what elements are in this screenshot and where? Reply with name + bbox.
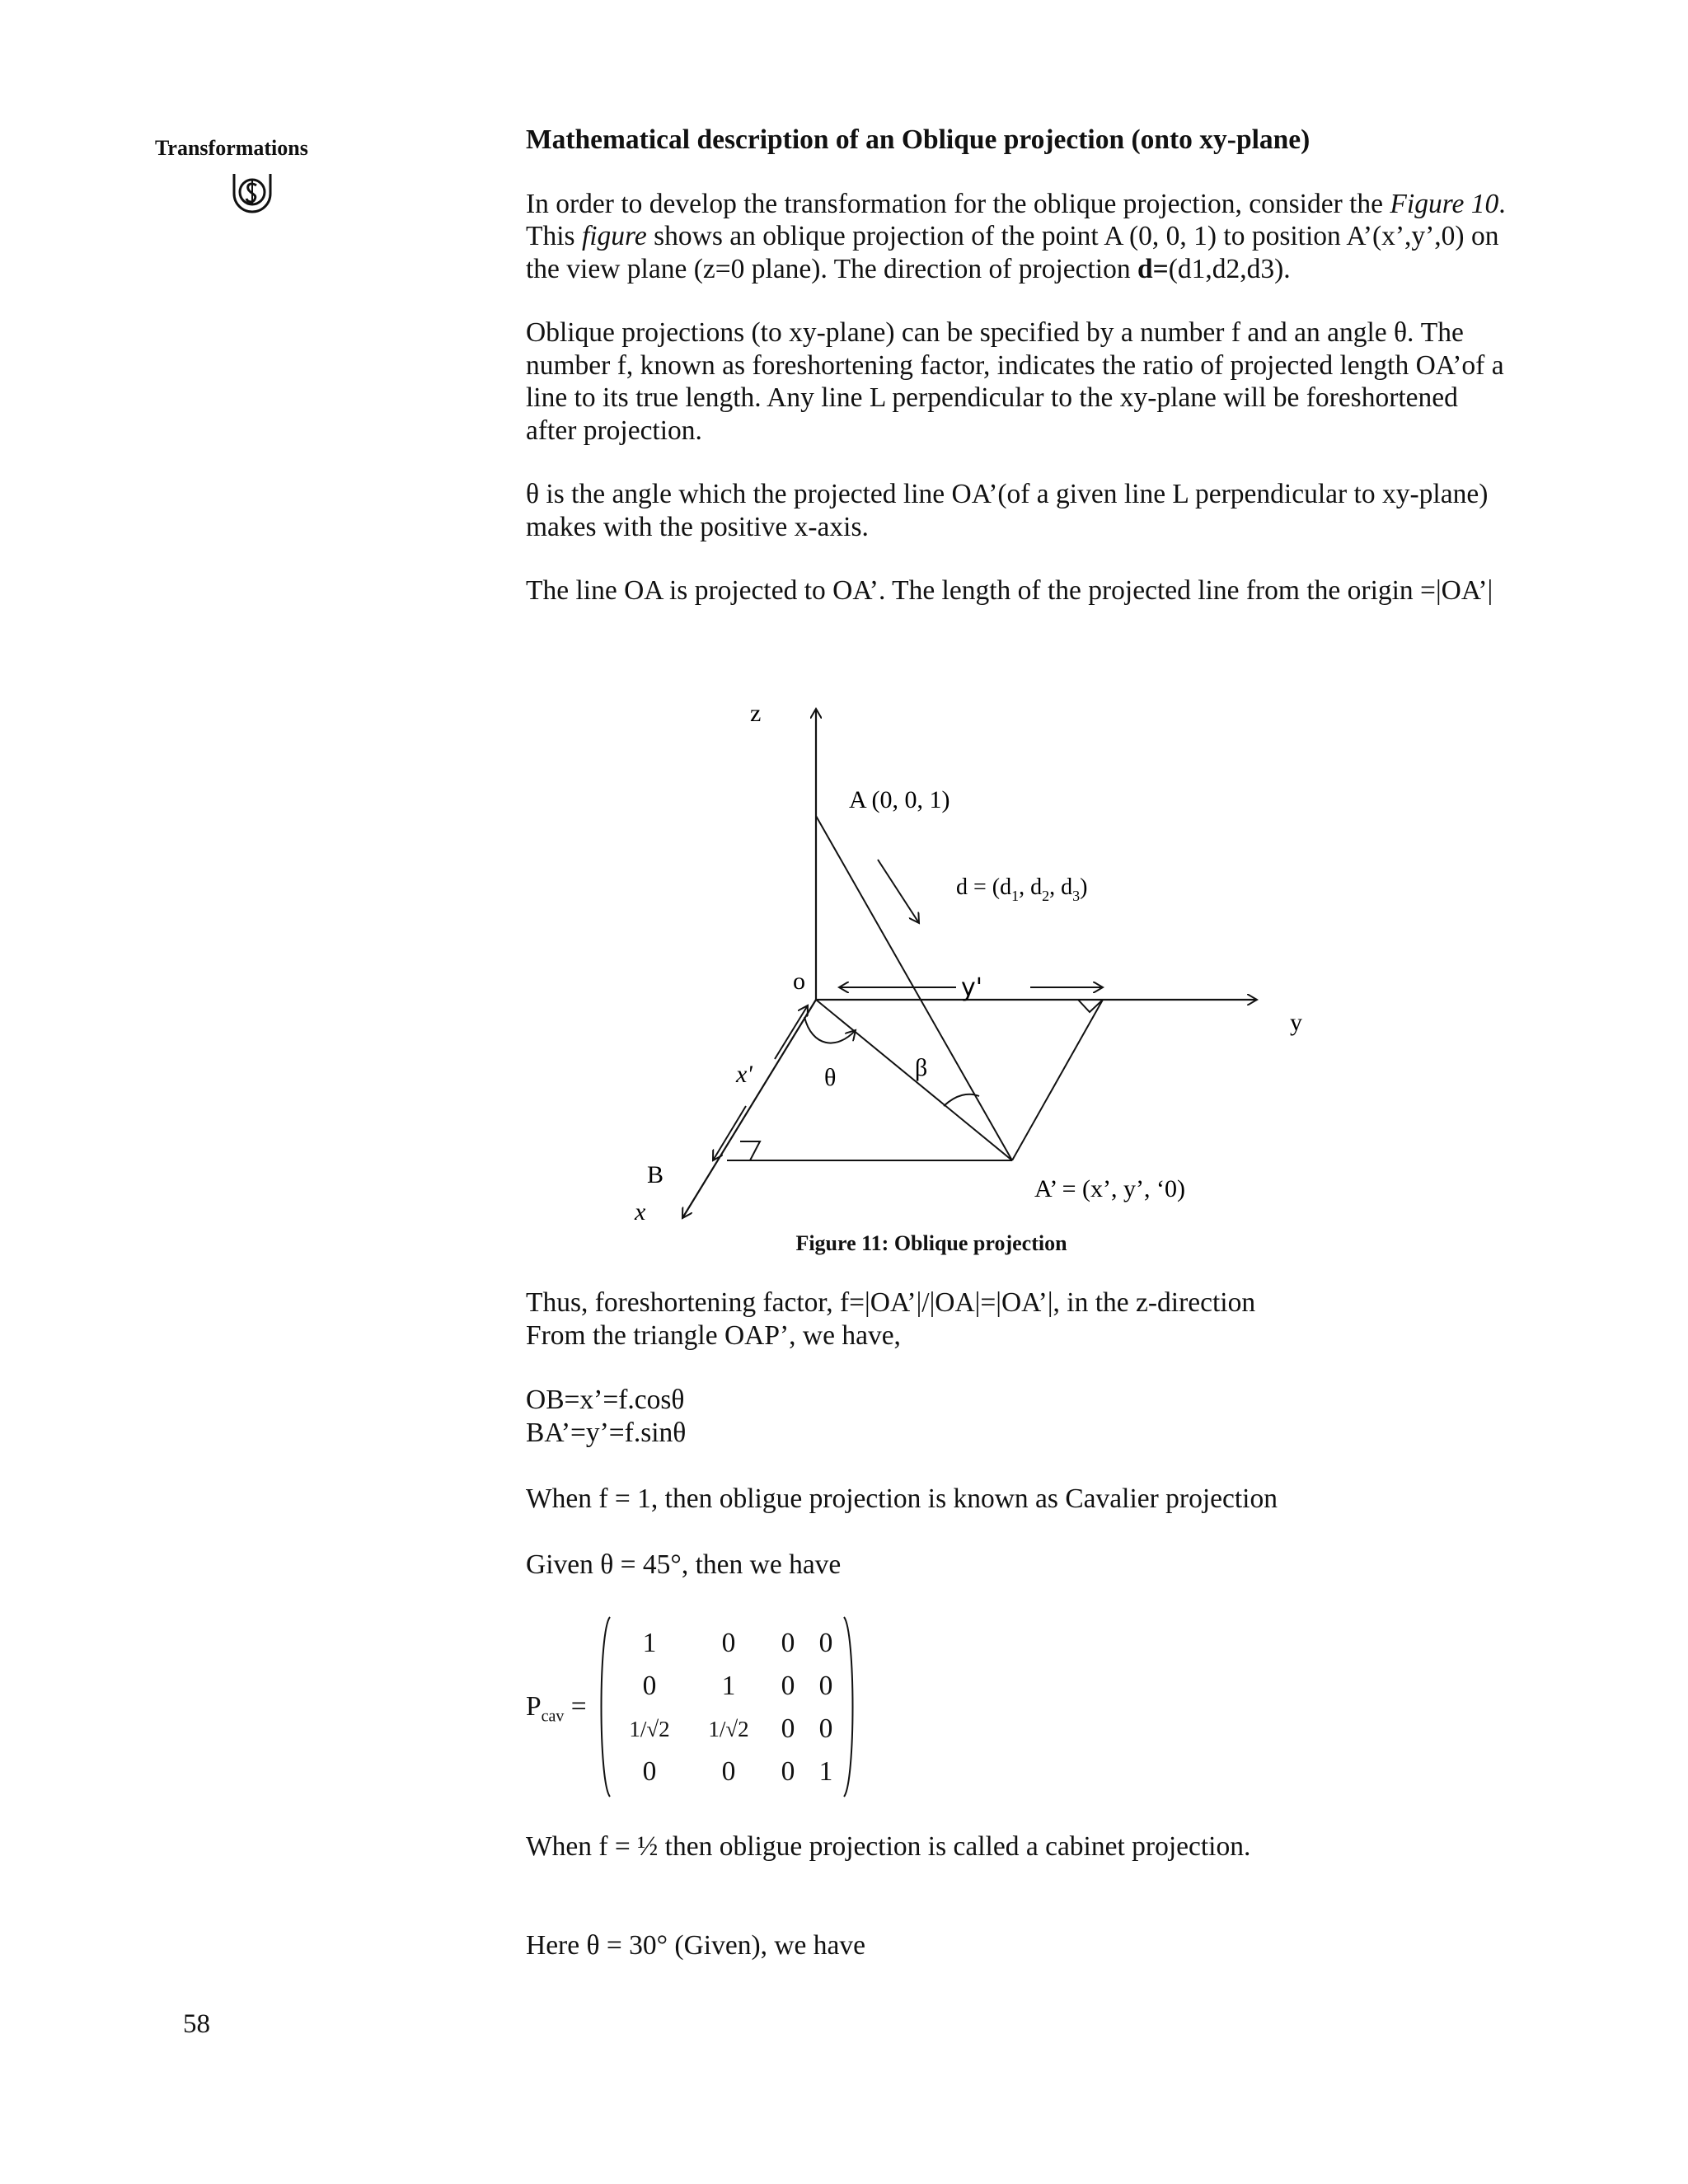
a-prime-label: A’ = (x’, y’, ‘0)	[1034, 1175, 1185, 1202]
y-label: y	[1290, 1009, 1302, 1036]
given-30-text: Here θ = 30° (Given), we have	[526, 1930, 866, 1961]
left-bracket	[595, 1615, 612, 1798]
para1-text-1: In order to develop the transformation for the oblique projection, consider the	[526, 188, 1390, 219]
beta-arc	[944, 1094, 979, 1106]
direction-label: $d = (d_1$, $d_2$, $d_3$)	[956, 874, 1088, 904]
matrix-cell: 0	[642, 1671, 657, 1701]
ob-equation: OB=x’=f.cosθ	[526, 1385, 685, 1415]
figure-reference: Figure 10	[1390, 188, 1499, 219]
x-prime-arrow-down	[713, 1106, 746, 1160]
matrix-label: $P_{cav}$ =	[526, 1691, 587, 1726]
point-a-label: A (0, 0, 1)	[849, 786, 950, 813]
paragraph-1	[526, 188, 1515, 286]
main-text	[526, 124, 1515, 607]
cavalier-text: When f = 1, then obligue projection is known as Cavalier projection	[526, 1483, 1278, 1514]
figure-word: figure	[581, 221, 647, 251]
matrix-row	[610, 1750, 844, 1793]
paragraph-4: The line OA is projected to OA’. The length of the projected line from the origin =|OA’|	[526, 575, 1493, 606]
foreshortening-text: Thus, foreshortening factor, f=|OA’|/|OA|=|OA’|, in the z-direction	[526, 1287, 1256, 1318]
paragraph-2: Oblique projections (to xy-plane) can be specified by a number f and an angle θ. The number f, known as foreshortening factor, indicates the ratio of projected length OA’of a line to its true length. Any line L perpendicular to the xy-plane will be foreshortened after projection.	[526, 317, 1504, 446]
para1-text-2: . This	[526, 188, 1506, 251]
b-label: B	[647, 1161, 664, 1188]
matrix-cell: 0	[721, 1756, 736, 1787]
matrix-cell: 1	[721, 1671, 736, 1701]
right-bracket	[842, 1615, 859, 1798]
matrix-cell: 0	[818, 1671, 833, 1701]
y-prime-label: y'	[961, 973, 983, 1002]
projected-line	[816, 1000, 1012, 1160]
given-45-text: Given θ = 45°, then we have	[526, 1549, 842, 1580]
x-prime-label: x'	[736, 1061, 753, 1088]
beta-label: β	[915, 1054, 928, 1081]
theta-arc	[804, 1017, 856, 1043]
triangle-text: From the triangle OAP’, we have,	[526, 1320, 901, 1351]
matrix-cell: 0	[781, 1628, 795, 1658]
para1-text-3: shows an oblique projection of the point A (0, 0, 1) to position A’(x’,y’,0) on the view plane (z=0 plane). The direction of projection	[526, 221, 1499, 284]
a-prime-y-line	[1012, 1000, 1103, 1160]
matrix-cell: 0	[721, 1628, 736, 1658]
cabinet-text: When f = ½ then obligue projection is called a cabinet projection.	[526, 1831, 1251, 1862]
figure-caption: Figure 11: Oblique projection	[795, 1231, 1067, 1255]
theta-label: θ	[824, 1064, 837, 1091]
x-label: x	[635, 1198, 646, 1226]
paragraph-3: θ is the angle which the projected line OA’(of a given line L perpendicular to xy-plane) makes with the positive x-axis.	[526, 479, 1489, 542]
matrix-cell: 0	[781, 1671, 795, 1701]
matrix-cell: 0	[818, 1713, 833, 1744]
z-label: z	[750, 700, 762, 727]
oblique-projection-diagram	[528, 684, 1368, 1261]
matrix-cell: 1	[818, 1756, 833, 1787]
matrix-cell: 0	[818, 1628, 833, 1658]
matrix-row	[610, 1708, 844, 1750]
matrix-cell: 1/√2	[708, 1716, 749, 1741]
origin-label: o	[793, 968, 805, 995]
matrix-cell: 0	[781, 1756, 795, 1787]
direction-arrow	[878, 860, 919, 923]
running-head: Transformations	[155, 136, 308, 160]
x-axis	[682, 1000, 816, 1218]
matrix-cell: 1/√2	[629, 1716, 670, 1741]
matrix-cell: 1	[642, 1628, 657, 1658]
matrix-cell: 0	[781, 1713, 795, 1744]
matrix-row	[610, 1665, 844, 1708]
matrix-row	[610, 1622, 844, 1665]
para1-text-4: (d1,d2,d3).	[1168, 253, 1291, 284]
section-heading: Mathematical description of an Oblique projection (onto xy-plane)	[526, 124, 1311, 155]
direction-symbol: d=	[1137, 253, 1169, 284]
matrix-grid	[610, 1622, 844, 1793]
right-angle-mark-b	[740, 1141, 760, 1160]
cavalier-matrix	[595, 1615, 859, 1798]
page-number: 58	[183, 2009, 210, 2039]
x-prime-arrow-up	[775, 1005, 808, 1059]
matrix-cell: 0	[642, 1756, 657, 1787]
ba-equation: BA’=y’=f.sinθ	[526, 1418, 687, 1448]
university-logo-icon	[229, 169, 275, 215]
